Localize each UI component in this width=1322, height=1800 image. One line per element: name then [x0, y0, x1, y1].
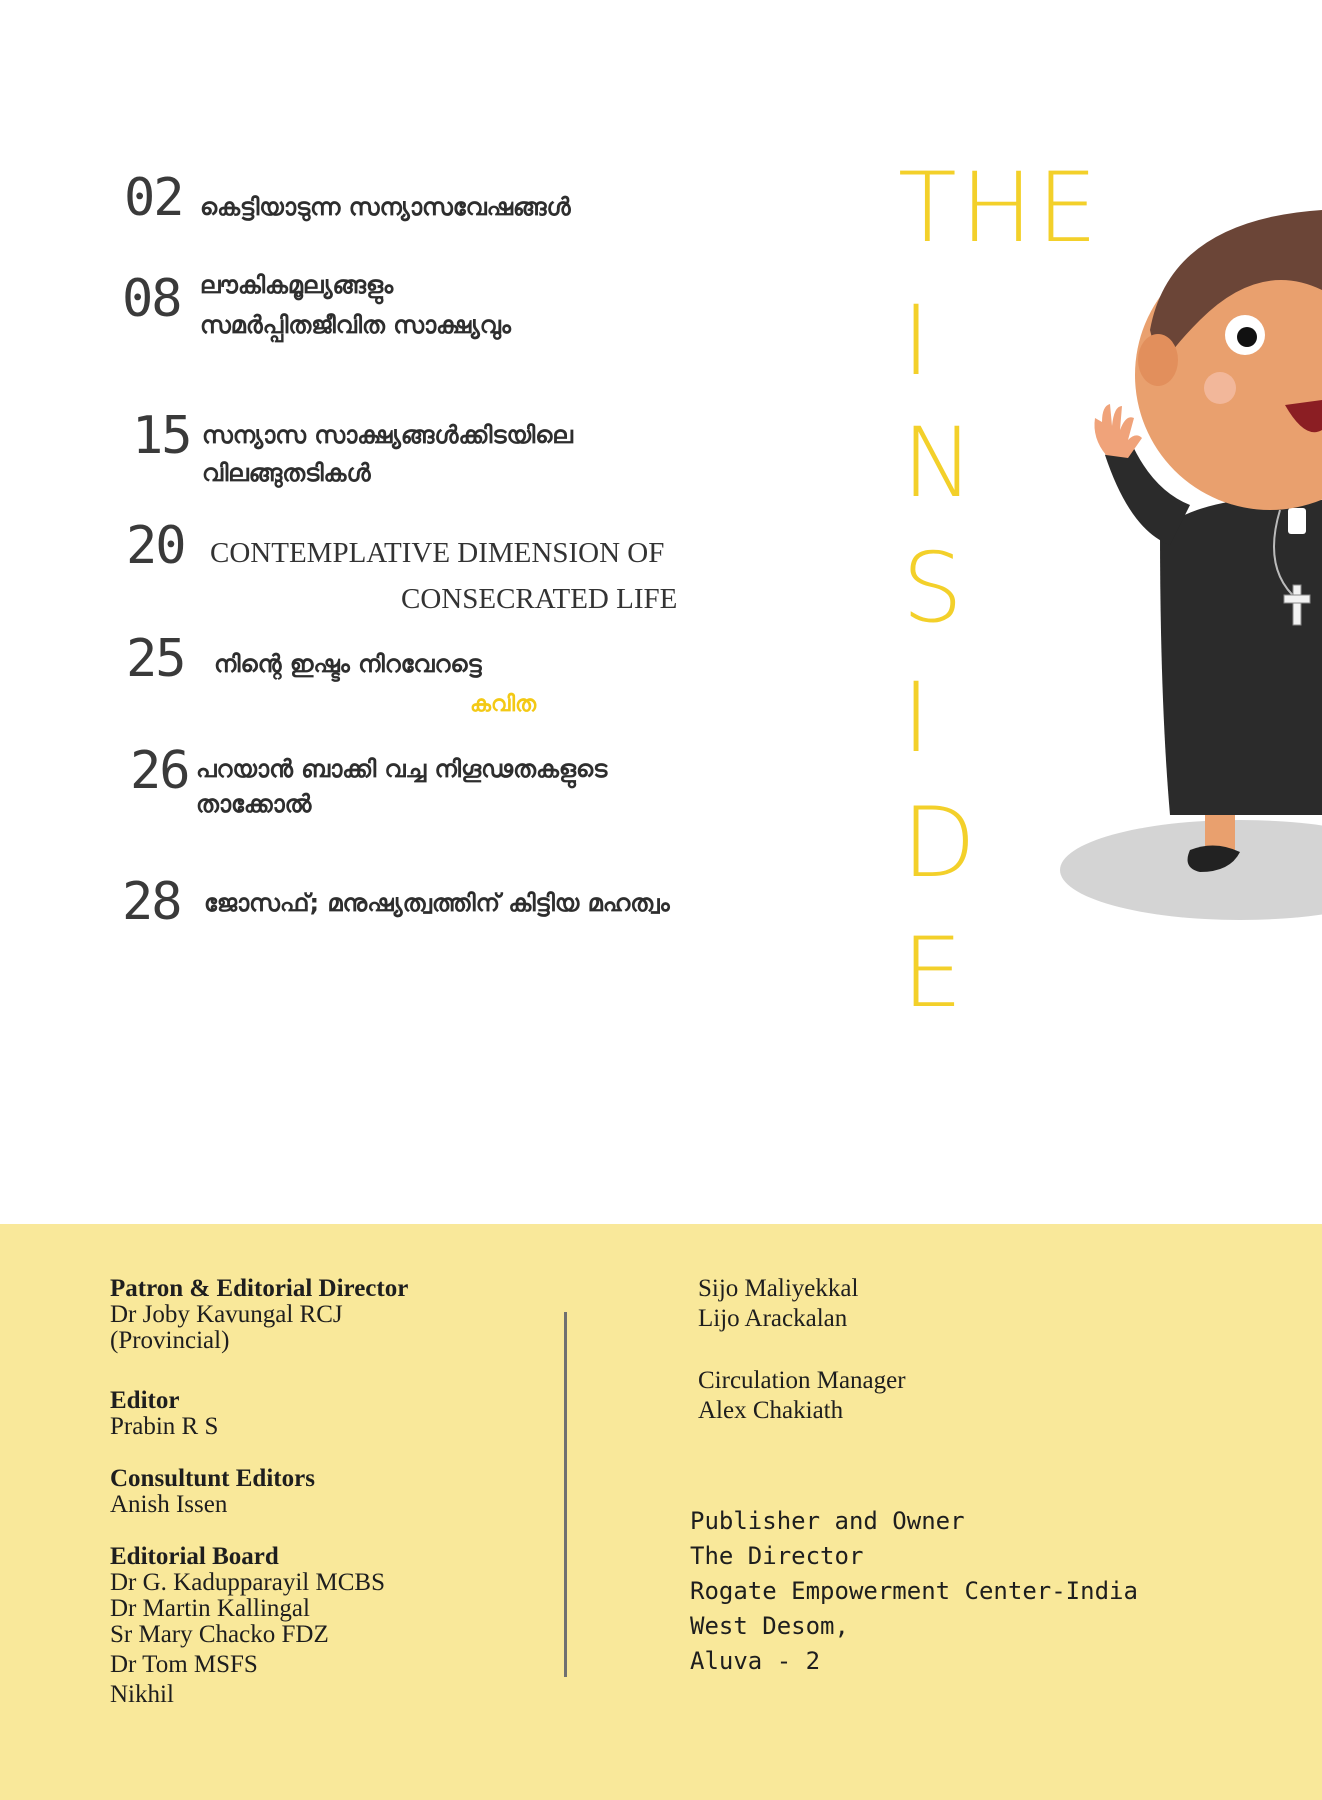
toc-title[interactable]: ലൗകികമൂല്യങ്ങളും [200, 271, 394, 299]
publisher-line: Aluva - 2 [690, 1647, 821, 1675]
board-member: Sr Mary Chacko FDZ [110, 1621, 329, 1648]
board-member: Dr G. Kadupparayil MCBS [110, 1569, 385, 1596]
editorial-board-heading: Editorial Board [110, 1543, 279, 1570]
banner-letter: S [902, 532, 963, 644]
consultant-heading: Consultunt Editors [110, 1465, 315, 1492]
publisher-block [690, 1504, 1138, 1679]
more-members-block [698, 1274, 858, 1334]
toc-title[interactable]: സന്യാസ സാക്ഷ്യങ്ങൾക്കിടയിലെ [202, 421, 573, 449]
toc-page-number: 25 [126, 629, 185, 689]
publisher-line: Publisher and Owner [690, 1507, 965, 1535]
banner-letter: N [902, 407, 974, 519]
publisher-line: West Desom, [690, 1612, 849, 1640]
board-member: Lijo Arackalan [698, 1305, 848, 1332]
circulation-heading: Circulation Manager [698, 1367, 906, 1394]
toc-title-line2[interactable]: സമർപ്പിതജീവിത സാക്ഷ്യവും [200, 311, 511, 339]
patron-role: (Provincial) [110, 1327, 230, 1354]
publisher-line: The Director [690, 1542, 864, 1570]
board-member: Dr Martin Kallingal [110, 1595, 310, 1622]
toc-title[interactable]: പറയാൻ ബാക്കി വച്ച നിഗൂഢതകളുടെ [196, 755, 608, 783]
consultant-block [110, 1466, 315, 1518]
column-divider [564, 1312, 567, 1677]
toc-title[interactable]: ജോസഫ്; മനുഷ്യത്വത്തിന് കിട്ടിയ മഹത്വം [204, 889, 670, 917]
toc-title[interactable]: നിന്റെ ഇഷ്ടം നിറവേറട്ടെ [214, 650, 482, 678]
patron-name: Dr Joby Kavungal RCJ [110, 1301, 343, 1328]
banner-letter: E [902, 917, 963, 1029]
banner-word-the: THE [898, 152, 1102, 264]
toc-title-line2[interactable]: വിലങ്ങുതടികൾ [202, 459, 371, 487]
banner-letter: D [902, 787, 976, 899]
board-member: Nikhil [110, 1681, 174, 1708]
toc-page-number: 02 [124, 168, 183, 228]
toc-title-line2[interactable]: CONSECRATED LIFE [401, 583, 678, 615]
toc-title[interactable]: CONTEMPLATIVE DIMENSION OF [210, 537, 665, 569]
editorial-board-block [110, 1544, 385, 1708]
circulation-block [698, 1366, 906, 1426]
toc-page-number: 28 [122, 872, 181, 932]
banner-letter: I [902, 662, 931, 774]
toc-title[interactable]: കെട്ടിയാടുന്ന സന്യാസവേഷങ്ങൾ [200, 193, 571, 221]
toc-page-number: 08 [122, 269, 181, 329]
banner-letter: I [902, 285, 931, 397]
patron-block [110, 1276, 408, 1354]
editor-name: Prabin R S [110, 1413, 219, 1440]
editor-heading: Editor [110, 1387, 180, 1414]
consultant-name: Anish Issen [110, 1491, 228, 1518]
board-member: Dr Tom MSFS [110, 1651, 258, 1678]
toc-page-number: 15 [132, 406, 191, 466]
toc-page-number: 26 [130, 741, 189, 801]
toc-page-number: 20 [126, 516, 185, 576]
publisher-line: Rogate Empowerment Center-India [690, 1577, 1138, 1605]
editor-block [110, 1388, 218, 1440]
priest-cartoon-illustration [1040, 200, 1322, 940]
toc-title-line2[interactable]: താക്കോൽ [196, 790, 312, 818]
board-member: Sijo Maliyekkal [698, 1275, 859, 1302]
patron-heading: Patron & Editorial Director [110, 1275, 409, 1302]
toc-category-label: കവിത [470, 692, 537, 717]
circulation-name: Alex Chakiath [698, 1397, 844, 1424]
